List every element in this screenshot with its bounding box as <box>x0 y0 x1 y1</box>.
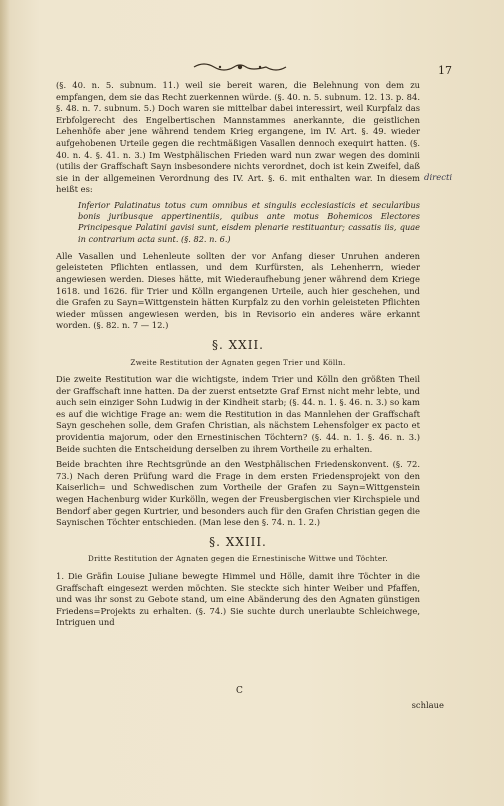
paragraph: 1. Die Gräfin Louise Juliane bewegte Himmel und Hölle, damit ihre Töchter in die Graffschaft eingesezt werden möchten. Sie steckte sich hinter Weiber und Pfaffen, und was ihr sonst zu Gebote stand, um eine Abänderung des den Agnaten günstigen Friedens=Projekts zu erhalten. (§. 74.) Sie suchte durch unerlaubte Schleichwege, Intriguen und <box>56 571 420 628</box>
handwritten-margin-note: directi <box>424 173 453 183</box>
page-number: 17 <box>438 64 452 77</box>
catchword: schlaue <box>411 700 444 710</box>
paragraph: (§. 40. n. 5. subnum. 11.) weil sie bereit waren, die Belehnung von dem zu empfangen, dem sie das Recht zuerkennen würde. (§. 40. n. 5. subnum. 12. 13. p. 84. §. 48. n. 7. subnum. 5.) Doch waren sie mittelbar dabei interessirt, weil Kurpfalz das Erbfolgerecht des Engelbertischen Mannstammes anerkannte, die geistlichen Lehenhöfe aber jene während tendem Krieg ergangene, im IV. Art. §. 49. wieder aufgehobenen Urteile gegen die rechtmäßigen Vasallen dennoch exequirt hatten. (§. 40. n. 4. §. 41. n. 3.) Im Westphälischen Frieden ward nun zwar wegen des dominii (utilis der Graffschaft Sayn insbesondere nichts verordnet, doch ist kein Zweifel, daß sie in der allgemeinen Verordnung des IV. Art. §. 6. mit enthalten war. In diesem heißt es: <box>56 80 420 195</box>
paragraph: Beide brachten ihre Rechtsgründe an den Westphälischen Friedenskonvent. (§. 72. 73.) Nach deren Prüfung ward die Frage in dem ersten Friedensprojekt von den Kaiserlich= und Schwedischen zum Vortheile der Grafen zu Sayn=Wittgenstein wegen Hachenburg wider Kurkölln, wegen der Freusbergischen vier Kirchspiele und Bendorf aber gegen Kurtrier, und besonders auch für den Grafen Christian gegen die Saynischen Töchter entschieden. (Man lese den §. 74. n. 1. 2.) <box>56 459 420 528</box>
paragraph: Alle Vasallen und Lehenleute sollten der vor Anfang dieser Unruhen anderen geleisteten Pflichten entlassen, und dem Kurfürsten, als Lehenherrn, wieder angewiesen werden. Dieses hätte, mit Wiederaufhebung jener während dem Kriege 1618. und 1626. für Trier und Kölln ergangenen Urteile, auch hier geschehen, und die Grafen zu Sayn=Wittgenstein hätten Kurpfalz zu den vorhin geleisteten Pflichten wieder müssen angewiesen werden, bis in Revisorio ein anderes wäre erkannt worden. (§. 82. n. 7 — 12.) <box>56 250 420 331</box>
decorative-ornament-icon <box>190 60 290 74</box>
section-heading: §. XXIII. <box>209 534 267 549</box>
paragraph: Die zweite Restitution war die wichtigste, indem Trier und Kölln den größten Theil der Graffschaft inne hatten. Da der zuerst entsetzte Graf Ernst nicht mehr lebte, und auch sein einziger Sohn Ludwig in der Kindheit starb; (§. 44. n. 1. §. 46. n. 3.) so kam es auf die wichtige Frage an: wem die Restitution in das Mannlehen der Graffschaft Sayn geschehen solle, dem Grafen Christian, als nächstem Lehensfolger ex pacto et providentia majorum, oder den Ernestinischen Töchtern? (§. 44. n. 1. §. 46. n. 3.) Beide suchten die Entscheidung derselben zu ihrem Vortheile zu erhalten. <box>56 374 420 454</box>
latin-quote: Inferior Palatinatus totus cum omnibus et singulis ecclesiasticis et secularibus bonis juribusque appertinentiis, quibus ante motus Bohemicos Electores Principesque Palatini gavisi sunt, eisdem plenarie restituantur; cassatis iis, quae in contrarium acta sunt. (§. 82. n. 6.) <box>78 199 420 244</box>
section-subtitle: Dritte Restitution der Agnaten gegen die Ernestinische Wittwe und Töchter. <box>88 554 388 564</box>
signature-mark: C <box>236 686 243 696</box>
section-heading: §. XXII. <box>211 337 264 352</box>
section-subtitle: Zweite Restitution der Agnaten gegen Trier und Kölln. <box>130 357 346 367</box>
main-text <box>56 80 420 633</box>
